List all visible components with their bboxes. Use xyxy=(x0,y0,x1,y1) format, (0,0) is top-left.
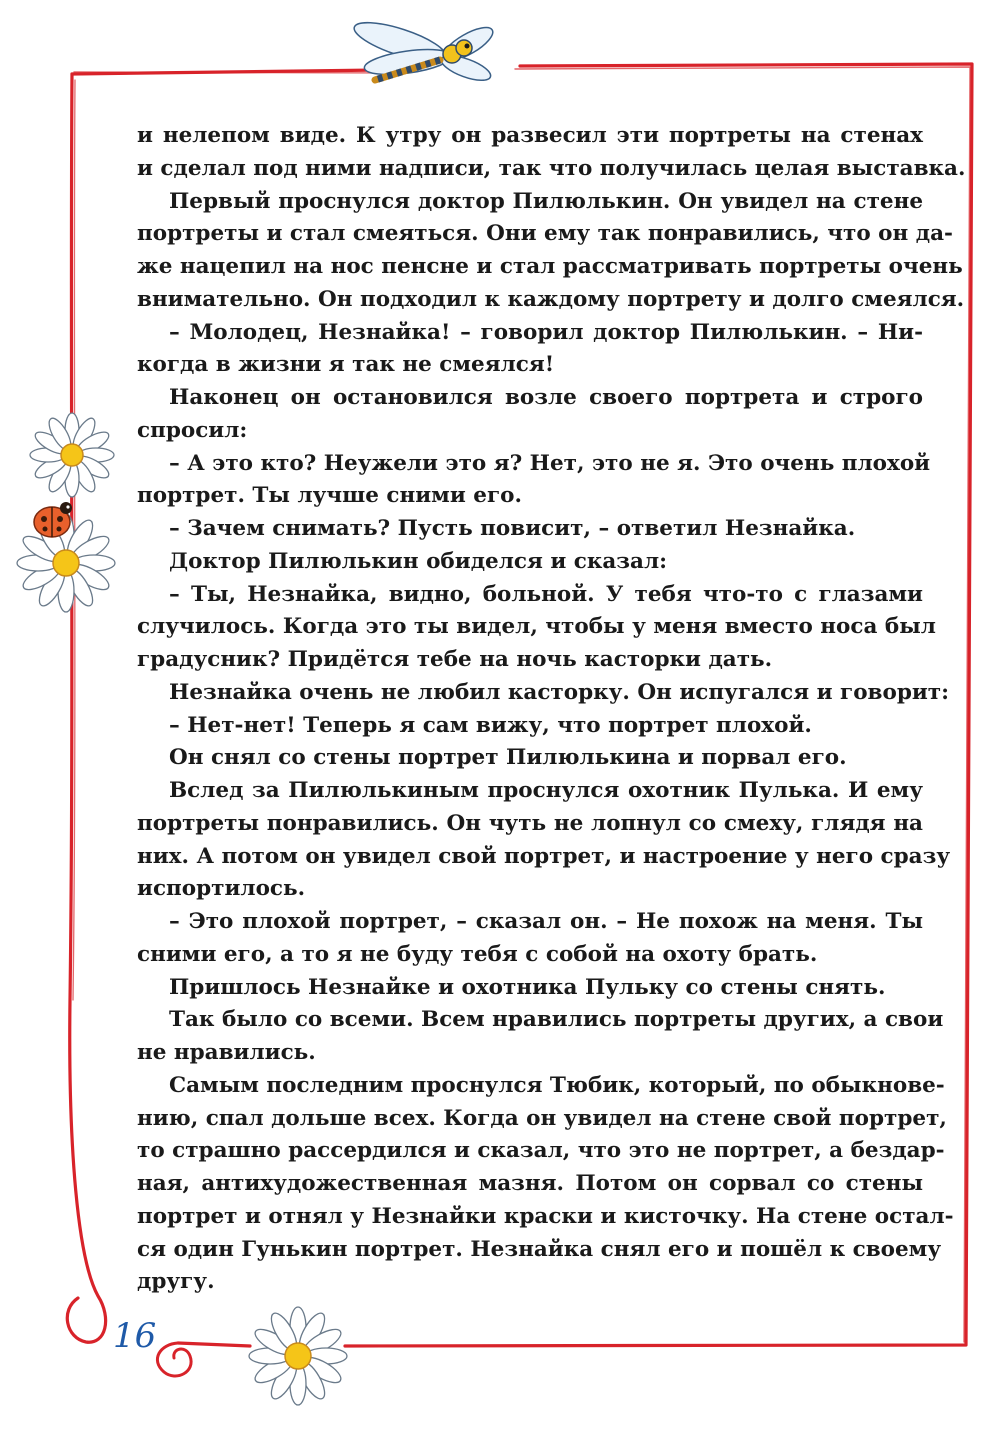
dragonfly-icon xyxy=(350,15,497,86)
body-text xyxy=(137,120,966,1299)
text-line: Пришлось Незнайке и охотника Пульку со стены снять. xyxy=(169,974,886,1000)
text-line: спросил: xyxy=(137,417,248,443)
text-line: Так было со всеми. Всем нравились портреты других, а свои xyxy=(169,1007,944,1033)
text-line: другу. xyxy=(137,1269,215,1295)
text-line: – Нет-нет! Теперь я сам вижу, что портрет плохой. xyxy=(169,712,812,738)
text-line: – Это плохой портрет, – сказал он. – Не похож на меня. Ты xyxy=(169,909,923,934)
text-line: портреты и стал смеяться. Они ему так понравились, что он да- xyxy=(137,221,953,247)
text-line: Доктор Пилюлькин обиделся и сказал: xyxy=(169,548,668,574)
text-line: когда в жизни я так не смеялся! xyxy=(137,352,555,378)
text-line: Он снял со стены портрет Пилюлькина и порвал его. xyxy=(169,745,847,771)
text-line: случилось. Когда это ты видел, чтобы у меня вместо носа был xyxy=(137,614,936,640)
frame-bottom-curl xyxy=(157,1343,191,1376)
text-line: – Молодец, Незнайка! – говорил доктор Пилюлькин. – Ни- xyxy=(169,319,923,345)
text-line: ная, антихудожественная мазня. Потом он сорвал со стены xyxy=(137,1171,923,1196)
text-line: Самым последним проснулся Тюбик, который, по обыкнове- xyxy=(169,1072,945,1098)
text-line: Незнайка очень не любил касторку. Он испугался и говорит: xyxy=(169,679,950,705)
text-line: испортилось. xyxy=(137,876,306,902)
text-line: градусник? Придётся тебе на ночь касторки дать. xyxy=(137,647,773,672)
text-line: – Ты, Незнайка, видно, больной. У тебя что-то с глазами xyxy=(169,581,923,607)
ladybug-icon xyxy=(34,502,72,537)
text-line: Наконец он остановился возле своего портрета и строго xyxy=(169,385,923,410)
text-line: портреты понравились. Он чуть не лопнул со смеху, глядя на xyxy=(137,810,923,836)
daisy-icon xyxy=(249,1307,347,1405)
text-line: и сделал под ними надписи, так что получилась целая выставка. xyxy=(137,155,966,181)
text-line: и нелепом виде. К утру он развесил эти портреты на стенах xyxy=(137,123,923,148)
text-line: портрет и отнял у Незнайки краски и кисточку. На стене остал- xyxy=(137,1203,954,1229)
text-line: то страшно рассердился и сказал, что это не портрет, а бездар- xyxy=(137,1138,945,1164)
daisy-icon xyxy=(30,413,114,497)
text-line: ся один Гунькин портрет. Незнайка снял его и пошёл к своему xyxy=(137,1236,942,1262)
text-line: же нацепил на нос пенсне и стал рассматривать портреты очень xyxy=(137,254,963,279)
text-line: не нравились. xyxy=(137,1040,316,1065)
frame-left-edge xyxy=(67,74,105,1342)
text-line: сними его, а то я не буду тебя с собой на охоту брать. xyxy=(137,941,818,967)
text-line: Вслед за Пилюлькиным проснулся охотник Пулька. И ему xyxy=(169,778,923,803)
page-number: 16 xyxy=(113,1316,157,1356)
text-line: портрет. Ты лучше сними его. xyxy=(137,483,522,509)
text-line: – Зачем снимать? Пусть повисит, – ответил Незнайка. xyxy=(169,516,856,541)
text-line: них. А потом он увидел свой портрет, и настроение у него сразу xyxy=(137,843,951,869)
text-line: нию, спал дольше всех. Когда он увидел на стене свой портрет, xyxy=(137,1105,947,1131)
text-line: внимательно. Он подходил к каждому портрету и долго смеялся. xyxy=(137,286,965,312)
daisy-icon xyxy=(17,514,115,612)
text-line: Первый проснулся доктор Пилюлькин. Он увидел на стене xyxy=(169,188,923,214)
text-line: – А это кто? Неужели это я? Нет, это не я. Это очень плохой xyxy=(169,450,931,476)
